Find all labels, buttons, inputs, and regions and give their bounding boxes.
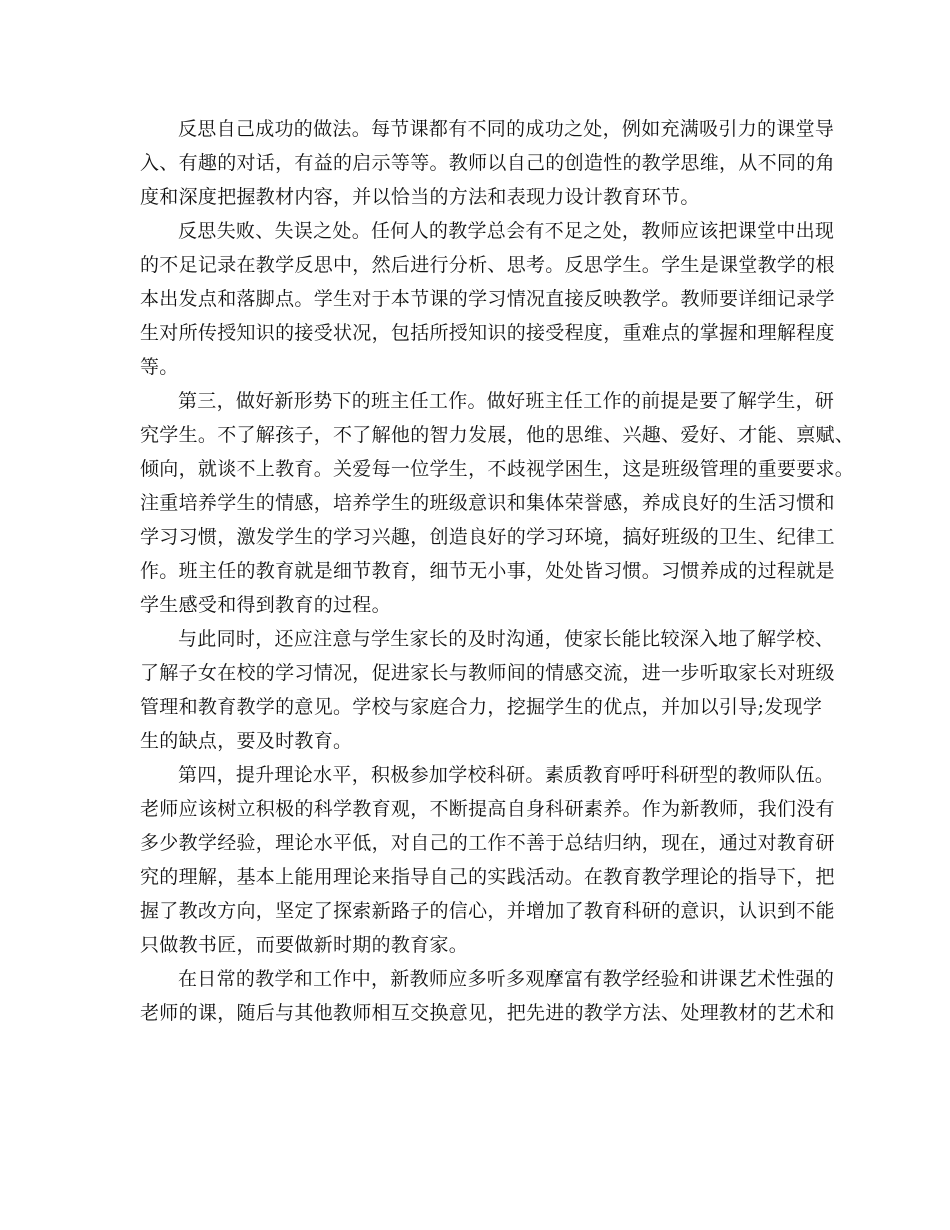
paragraph-line: 学习习惯，激发学生的学习兴趣，创造良好的学习环境，搞好班级的卫生、纪律工 [140,526,835,548]
paragraph-line: 的不足记录在教学反思中，然后进行分析、思考。反思学生。学生是课堂教学的根 [140,254,835,276]
paragraph-line: 只做教书匠，而要做新时期的教育家。 [140,934,469,956]
paragraph-line: 究学生。不了解孩子，不了解他的智力发展，他的思维、兴趣、爱好、才能、禀赋、 [140,424,855,446]
paragraph-line: 本出发点和落脚点。学生对于本节课的学习情况直接反映教学。教师要详细记录学 [140,288,835,310]
paragraph-line: 生的缺点，要及时教育。 [140,730,353,752]
paragraph-line: 究的理解，基本上能用理论来指导自己的实践活动。在教育教学理论的指导下，把 [140,866,835,888]
paragraph-line: 老师应该树立积极的科学教育观，不断提高自身科研素养。作为新教师，我们没有 [140,798,835,820]
paragraph-line: 管理和教育教学的意见。学校与家庭合力，挖掘学生的优点，并加以引导;发现学 [140,696,823,718]
paragraph-line: 反思自己成功的做法。每节课都有不同的成功之处，例如充满吸引力的课堂导 [178,118,835,140]
paragraph-line: 度和深度把握教材内容，并以恰当的方法和表现力设计教育环节。 [140,186,700,208]
paragraph-line: 在日常的教学和工作中，新教师应多听多观摩富有教学经验和讲课艺术性强的 [178,968,835,990]
paragraph-line: 老师的课，随后与其他教师相互交换意见，把先进的教学方法、处理教材的艺术和 [140,1002,835,1024]
paragraph-line: 握了教改方向，坚定了探索新路子的信心，并增加了教育科研的意识，认识到不能 [140,900,835,922]
paragraph-line: 入、有趣的对话，有益的启示等等。教师以自己的创造性的教学思维，从不同的角 [140,152,835,174]
paragraph-line: 了解子女在校的学习情况，促进家长与教师间的情感交流，进一步听取家长对班级 [140,662,835,684]
paragraph-line: 反思失败、失误之处。任何人的教学总会有不足之处，教师应该把课堂中出现 [178,220,835,242]
paragraph-line: 与此同时，还应注意与学生家长的及时沟通，使家长能比较深入地了解学校、 [178,628,835,650]
paragraph-line: 倾向，就谈不上教育。关爱每一位学生，不歧视学困生，这是班级管理的重要要求。 [140,458,855,480]
paragraph-line: 学生感受和得到教育的过程。 [140,594,391,616]
document-body [140,112,855,1030]
paragraph-line: 生对所传授知识的接受状况，包括所授知识的接受程度，重难点的掌握和理解程度 [140,322,835,344]
paragraph-line: 第三，做好新形势下的班主任工作。做好班主任工作的前提是要了解学生，研 [178,390,835,412]
paragraph-line: 等。 [140,356,179,378]
paragraph-line: 第四，提升理论水平，积极参加学校科研。素质教育呼吁科研型的教师队伍。 [178,764,835,786]
paragraph-line: 多少教学经验，理论水平低，对自己的工作不善于总结归纳，现在，通过对教育研 [140,832,835,854]
paragraph-line: 注重培养学生的情感，培养学生的班级意识和集体荣誉感，养成良好的生活习惯和 [140,492,835,514]
paragraph-line: 作。班主任的教育就是细节教育，细节无小事，处处皆习惯。习惯养成的过程就是 [140,560,835,582]
